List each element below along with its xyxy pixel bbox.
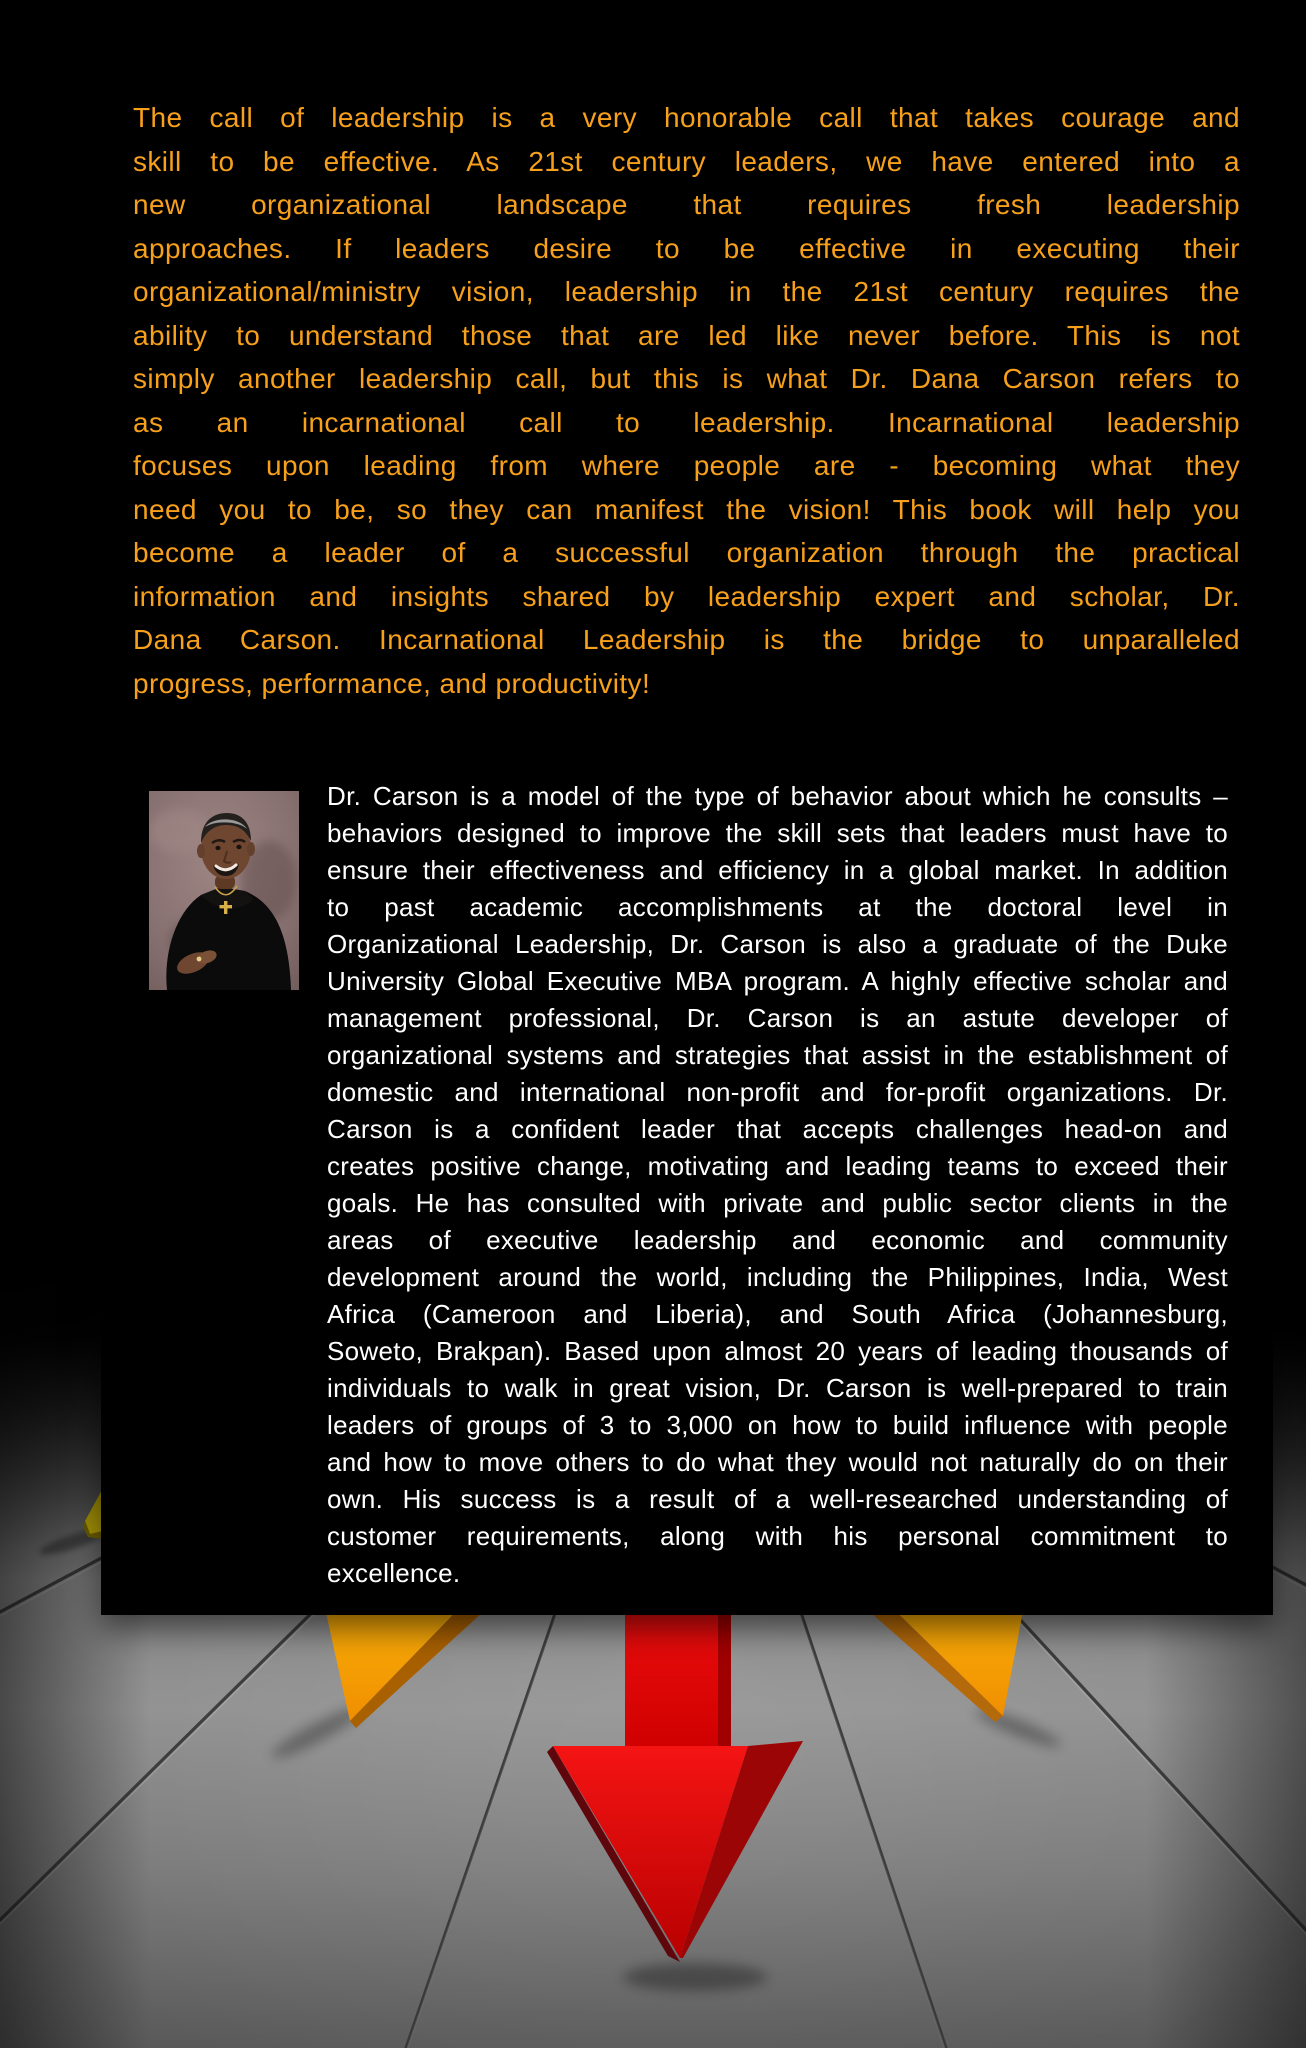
text-line: Organizational Leadership, Dr. Carson is also a graduate of the Duke xyxy=(327,929,1228,959)
text-line: goals. He has consulted with private and public sector clients in the xyxy=(327,1188,1228,1218)
text-line: need you to be, so they can manifest the vision! This book will help you xyxy=(133,493,1240,525)
text-line: Soweto, Brakpan). Based upon almost 20 years of leading thousands of xyxy=(327,1336,1228,1366)
text-line: to past academic accomplishments at the doctoral level in xyxy=(327,892,1228,922)
text-line: ensure their effectiveness and efficiency in a global market. In addition xyxy=(327,855,1228,885)
text-line: Dr. Carson is a model of the type of behavior about which he consults – xyxy=(327,781,1228,811)
text-line: become a leader of a successful organization through the practical xyxy=(133,537,1240,568)
author-photo xyxy=(149,791,299,990)
text-line: and how to move others to do what they would not naturally do on their xyxy=(327,1447,1228,1477)
text-line: Carson is a confident leader that accepts challenges head-on and xyxy=(327,1114,1228,1144)
text-line: organizational systems and strategies that assist in the establishment of xyxy=(327,1040,1228,1070)
text-line: University Global Executive MBA program. A highly effective scholar and xyxy=(327,966,1228,996)
text-line: The call of leadership is a very honorable call that takes courage and xyxy=(133,102,1240,133)
text-line: Dana Carson. Incarnational Leadership is the bridge to unparalleled xyxy=(133,624,1240,655)
text-line: organizational/ministry vision, leadership in the 21st century requires the xyxy=(133,276,1240,307)
text-line: behaviors designed to improve the skill sets that leaders must have to xyxy=(327,818,1228,848)
text-line: own. His success is a result of a well-researched understanding of xyxy=(327,1484,1228,1514)
text-line: new organizational landscape that requires fresh leadership xyxy=(133,189,1240,220)
text-line: areas of executive leadership and economic and community xyxy=(327,1225,1228,1255)
text-line: development around the world, including the Philippines, India, West xyxy=(327,1262,1228,1292)
text-line: as an incarnational call to leadership. Incarnational leadership xyxy=(133,406,1240,438)
text-line: progress, performance, and productivity! xyxy=(133,667,651,699)
text-line: leaders of groups of 3 to 3,000 on how to build influence with people xyxy=(327,1410,1228,1440)
text-line: customer requirements, along with his personal commitment to xyxy=(327,1521,1228,1551)
text-line: information and insights shared by leadership expert and scholar, Dr. xyxy=(133,580,1240,612)
text-line: ability to understand those that are led like never before. This is not xyxy=(133,319,1240,351)
text-line: excellence. xyxy=(327,1558,461,1588)
text-line: management professional, Dr. Carson is an astute developer of xyxy=(327,1003,1228,1033)
text-line: skill to be effective. As 21st century leaders, we have entered into a xyxy=(133,145,1240,177)
text-line: domestic and international non-profit and for-profit organizations. Dr. xyxy=(327,1077,1228,1107)
text-line: Africa (Cameroon and Liberia), and South Africa (Johannesburg, xyxy=(327,1299,1228,1329)
text-line: creates positive change, motivating and leading teams to exceed their xyxy=(327,1151,1228,1181)
intro-paragraph xyxy=(133,96,1240,705)
bio-paragraph xyxy=(327,778,1228,1592)
text-line: focuses upon leading from where people are - becoming what they xyxy=(133,450,1240,481)
text-line: individuals to walk in great vision, Dr. Carson is well-prepared to train xyxy=(327,1373,1228,1403)
text-line: approaches. If leaders desire to be effective in executing their xyxy=(133,232,1240,264)
text-line: simply another leadership call, but this is what Dr. Dana Carson refers to xyxy=(133,363,1240,394)
